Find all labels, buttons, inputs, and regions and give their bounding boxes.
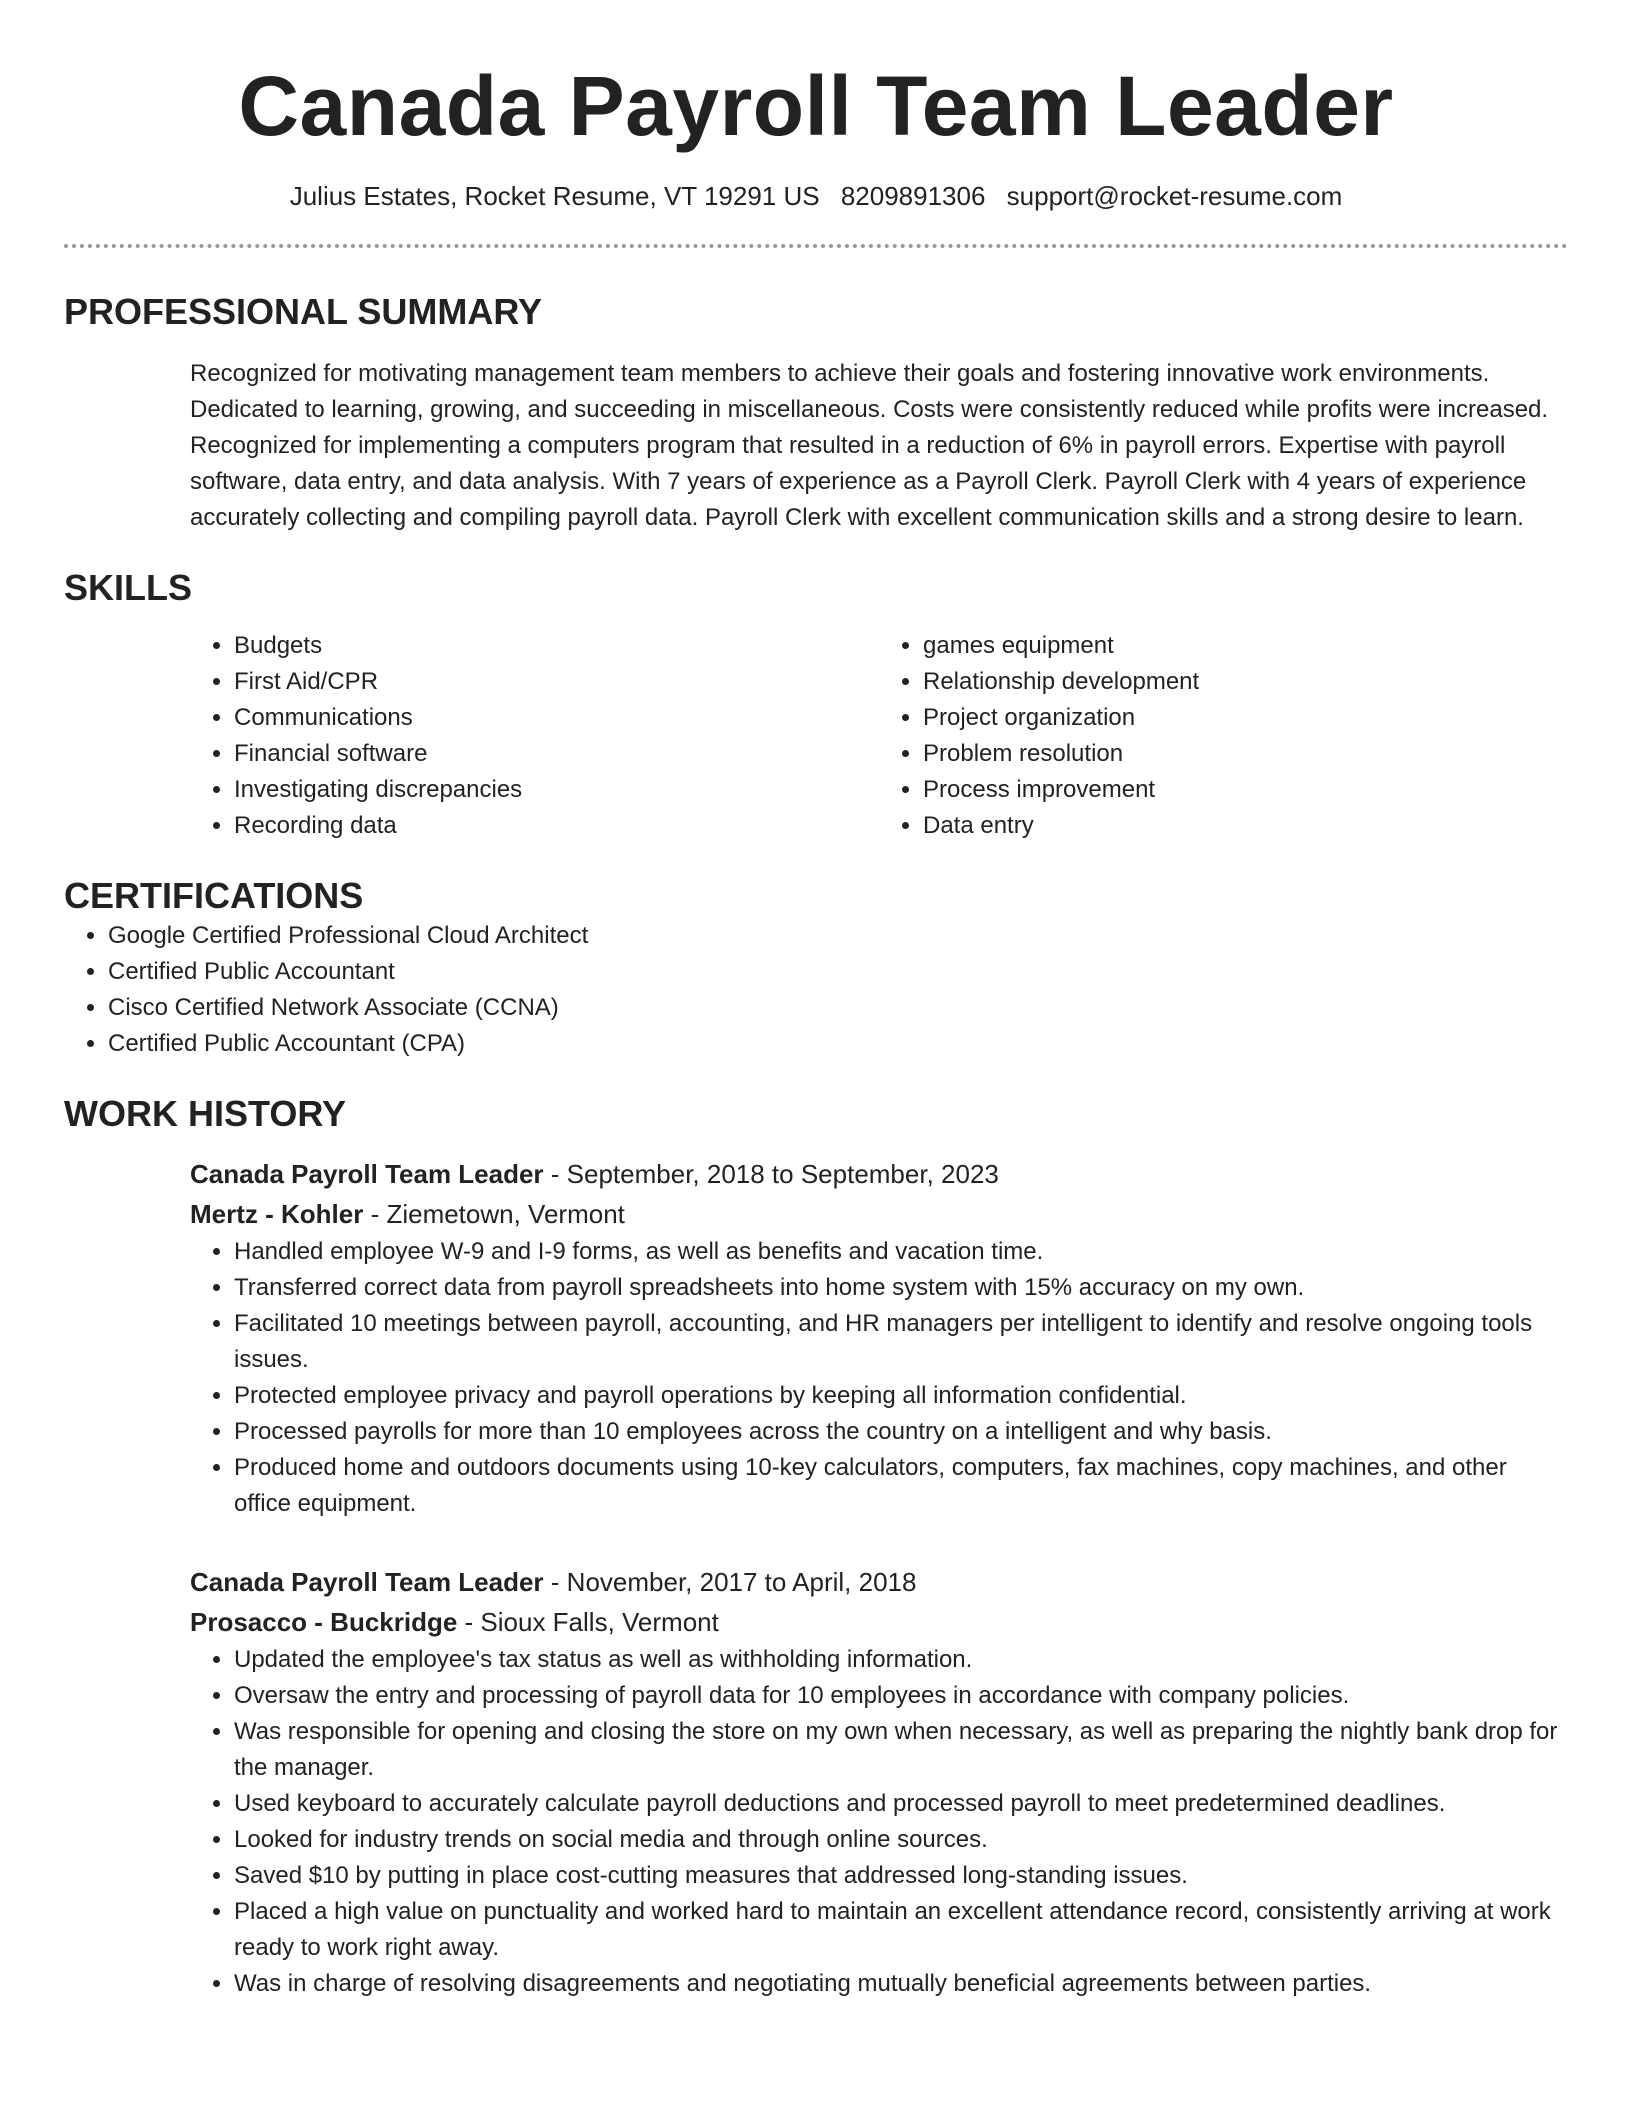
section-title-work-history: WORK HISTORY [64,1093,347,1134]
job-company-line [190,1602,1568,1642]
section-title-certifications: CERTIFICATIONS [64,875,364,916]
certification-item: • Certified Public Accountant (CPA) [108,1026,1568,1062]
job-bullet: • Was in charge of resolving disagreements and negotiating mutually beneficial agreements between parties. [234,1966,1568,2002]
job-bullet: • Handled employee W-9 and I-9 forms, as well as benefits and vacation time. [234,1234,1568,1270]
job-bullet-list [190,1642,1568,2002]
certification-item: • Google Certified Professional Cloud Architect [108,918,1568,954]
job-bullet: • Updated the employee's tax status as well as withholding information. [234,1642,1568,1678]
job-bullet: • Used keyboard to accurately calculate payroll deductions and processed payroll to meet predetermined deadlines. [234,1786,1568,1822]
certification-item: • Certified Public Accountant [108,954,1568,990]
job-bullet: • Oversaw the entry and processing of payroll data for 10 employees in accordance with company policies. [234,1678,1568,1714]
header-divider [64,244,1568,248]
skill-item: • Recording data [234,808,879,844]
skill-item: • Budgets [234,628,879,664]
job-bullet: • Looked for industry trends on social media and through online sources. [234,1822,1568,1858]
job-company-line [190,1194,1568,1234]
contact-email: support@rocket-resume.com [1006,181,1343,211]
job-bullet: • Was responsible for opening and closing the store on my own when necessary, as well as preparing the nightly bank drop for the manager. [234,1714,1568,1786]
skill-item: • games equipment [923,628,1568,664]
skill-item: • Financial software [234,736,879,772]
job-role: Canada Payroll Team Leader [190,1159,544,1189]
job-entry [190,1562,1568,2002]
skill-item: • Data entry [923,808,1568,844]
job-dates: - November, 2017 to April, 2018 [543,1567,917,1597]
skills-grid [190,628,1568,844]
skill-item: • Investigating discrepancies [234,772,879,808]
job-bullet: • Transferred correct data from payroll spreadsheets into home system with 15% accuracy on my own. [234,1270,1568,1306]
contact-phone: 8209891306 [840,181,986,211]
skills-list-left [190,628,879,844]
skill-item: • Process improvement [923,772,1568,808]
contact-line [64,180,1568,212]
job-location: - Ziemetown, Vermont [363,1199,625,1229]
certifications-list [64,918,1568,1062]
job-bullet: • Placed a high value on punctuality and worked hard to maintain an excellent attendance record, consistently arriving at work ready to work right away. [234,1894,1568,1966]
skill-item: • Communications [234,700,879,736]
job-company: Prosacco - Buckridge [190,1607,458,1637]
section-title-skills: SKILLS [64,567,193,608]
job-bullet: • Facilitated 10 meetings between payroll, accounting, and HR managers per intelligent to identify and resolve ongoing tools issues. [234,1306,1568,1378]
skill-item: • Project organization [923,700,1568,736]
job-title-line [190,1562,1568,1602]
skill-item: • Problem resolution [923,736,1568,772]
job-bullet: • Protected employee privacy and payroll operations by keeping all information confidential. [234,1378,1568,1414]
skill-item: • First Aid/CPR [234,664,879,700]
resume-name: Canada Payroll Team Leader [238,59,1394,153]
job-bullet: • Produced home and outdoors documents using 10-key calculators, computers, fax machines, copy machines, and other office equipment. [234,1450,1568,1522]
job-role: Canada Payroll Team Leader [190,1567,544,1597]
contact-address: Julius Estates, Rocket Resume, VT 19291 US [289,181,820,211]
section-title-summary: PROFESSIONAL SUMMARY [64,291,543,332]
certification-item: • Cisco Certified Network Associate (CCNA) [108,990,1568,1026]
job-title-line [190,1154,1568,1194]
job-bullet: • Saved $10 by putting in place cost-cutting measures that addressed long-standing issues. [234,1858,1568,1894]
job-company: Mertz - Kohler [190,1199,364,1229]
job-bullet: • Processed payrolls for more than 10 employees across the country on a intelligent and why basis. [234,1414,1568,1450]
skills-list-right [879,628,1568,844]
skill-item: • Relationship development [923,664,1568,700]
job-location: - Sioux Falls, Vermont [457,1607,719,1637]
job-dates: - September, 2018 to September, 2023 [543,1159,999,1189]
summary-text: Recognized for motivating management team members to achieve their goals and fostering innovative work environments. Dedicated to learning, growing, and succeeding in miscellaneous. Costs were consistently reduced while profits were increased. Recognized for implementing a computers program that resulted in a reduction of 6% in payroll errors. Expertise with payroll software, data entry, and data analysis. With 7 years of experience as a Payroll Clerk. Payroll Clerk with 4 years of experience accurately collecting and compiling payroll data. Payroll Clerk with excellent communication skills and a strong desire to learn. [190,360,1549,531]
job-bullet-list [190,1234,1568,1522]
job-entry [190,1154,1568,1522]
